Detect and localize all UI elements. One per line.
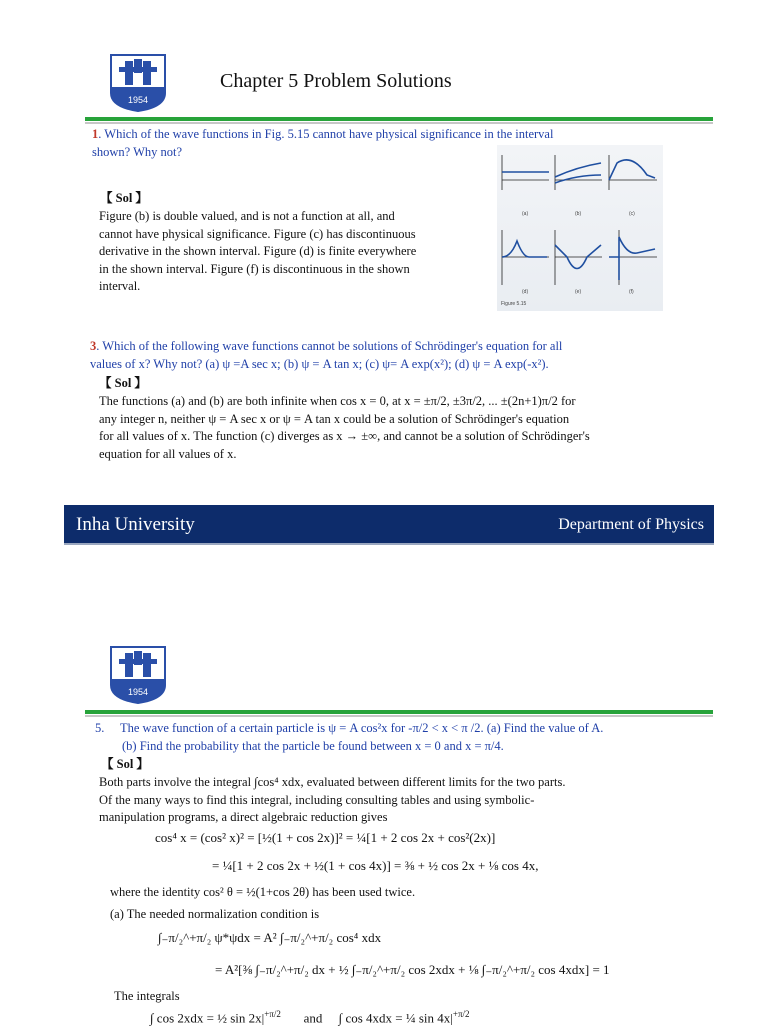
- university-logo: [107, 53, 169, 113]
- title-rule: [85, 710, 713, 714]
- title-rule-shadow: [85, 122, 713, 124]
- solution-1-line: Figure (b) is double valued, and is not a function at all, and: [99, 209, 395, 223]
- question-1-number: 1: [92, 127, 99, 141]
- solution-1-line: derivative in the shown interval. Figure (d) is finite everywhere: [99, 244, 417, 258]
- solution-1: [99, 208, 489, 296]
- solution-5-intro: [99, 774, 719, 827]
- title-rule: [85, 117, 713, 121]
- equation-1: cos⁴ x = (cos² x)² = [½(1 + cos 2x)]² = ¼[1 + 2 cos 2x + cos²(2x)]: [155, 830, 496, 845]
- solution-1-line: cannot have physical significance. Figure (c) has discontinuous: [99, 226, 416, 241]
- question-1-line-1: . Which of the wave functions in Fig. 5.15 cannot have physical significance in the interval: [98, 127, 554, 141]
- question-5: [95, 720, 715, 755]
- part-a-line: (a) The needed normalization condition is: [110, 907, 320, 921]
- footer-department: Department of Physics: [558, 516, 704, 533]
- integrals-label: The integrals: [114, 989, 180, 1003]
- solution-3-line: The functions (a) and (b) are both infinite when cos x = 0, at x = ±π/2, ±3π/2, ... ±(2n+1)π/2 for: [99, 394, 576, 408]
- solution-5-line: Both parts involve the integral ∫cos⁴ xdx, evaluated between different limits for the two parts.: [99, 775, 566, 789]
- question-3-line-2: values of x? Why not? (a) ψ =A sec x; (b) ψ = A tan x; (c) ψ= A exp(x²); (d) ψ = A exp(-x²).: [90, 356, 549, 371]
- sol-label-5: 【 Sol 】: [101, 757, 149, 771]
- sol-label-1: 【 Sol 】: [100, 191, 148, 205]
- figure-label-f: (f): [629, 289, 634, 295]
- slide-2: [0, 512, 768, 1024]
- solution-3: [99, 393, 719, 463]
- equation-5-right: ∫ cos 4xdx = ¼ sin 4x|: [338, 1010, 453, 1026]
- question-5-line-2: (b) Find the probability that the particle be found between x = 0 and x = π/4.: [122, 738, 504, 753]
- question-3-number: 3: [90, 339, 97, 353]
- equation-5: [150, 1009, 470, 1026]
- question-5-number: 5.: [95, 721, 105, 735]
- equation-5-and: and: [303, 1010, 323, 1026]
- solution-1-line: in the shown interval. Figure (f) is discontinuous in the shown: [99, 261, 410, 276]
- solution-3-line: for all values of x. The function (c) diverges as x → ±∞, and cannot be a solution of Schrödinger's: [99, 429, 590, 443]
- sol-label-3: 【 Sol 】: [99, 376, 147, 390]
- solution-3-line: any integer n, neither ψ = A sec x or ψ = A tan x could be a solution of Schrödinger's equation: [99, 411, 570, 426]
- equation-5-left-limit: +π/2: [264, 1009, 281, 1019]
- equation-4: = A²[⅜ ∫₋π/₂^+π/₂ dx + ½ ∫₋π/₂^+π/₂ cos 2xdx + ⅛ ∫₋π/₂^+π/₂ cos 4xdx] = 1: [215, 962, 610, 977]
- figure-caption: Figure 5.15: [501, 301, 527, 307]
- question-3: [90, 338, 720, 373]
- figure-label-d: (d): [522, 289, 529, 295]
- logo-year: 1954: [127, 95, 149, 105]
- logo-year: 1954: [127, 687, 149, 697]
- figure-label-e: (e): [575, 289, 582, 295]
- solution-5-line: Of the many ways to find this integral, including consulting tables and using symbolic-: [99, 792, 535, 807]
- footer-university: Inha University: [76, 514, 195, 535]
- identity-line: where the identity cos² θ = ½(1+cos 2θ) has been used twice.: [110, 885, 416, 899]
- solution-1-line: interval.: [99, 279, 141, 293]
- solution-3-line: equation for all values of x.: [99, 446, 237, 461]
- equation-5-right-limit: +π/2: [452, 1009, 470, 1019]
- equation-3: ∫₋π/₂^+π/₂ ψ*ψdx = A² ∫₋π/₂^+π/₂ cos⁴ xdx: [158, 930, 382, 945]
- figure-label-b: (b): [575, 211, 582, 217]
- figure-label-c: (c): [629, 211, 635, 217]
- question-1-line-2: shown? Why not?: [92, 144, 183, 159]
- title-rule-shadow: [85, 715, 713, 717]
- question-3-line-1: . Which of the following wave functions cannot be solutions of Schrödinger's equation for all: [96, 339, 563, 353]
- solution-5-line: manipulation programs, a direct algebraic reduction gives: [99, 810, 388, 824]
- equation-5-left: ∫ cos 2xdx = ½ sin 2x|: [150, 1010, 265, 1026]
- figure-5-15: [497, 145, 663, 311]
- question-5-line-1: The wave function of a certain particle is ψ = A cos²x for -π/2 < x < π /2. (a) Find the value of A.: [120, 721, 604, 735]
- university-logo: [107, 645, 169, 705]
- page-title: Chapter 5 Problem Solutions: [220, 70, 452, 92]
- equation-2: = ¼[1 + 2 cos 2x + ½(1 + cos 4x)] = ⅜ + ½ cos 2x + ⅛ cos 4x,: [212, 858, 539, 873]
- figure-label-a: (a): [522, 211, 529, 217]
